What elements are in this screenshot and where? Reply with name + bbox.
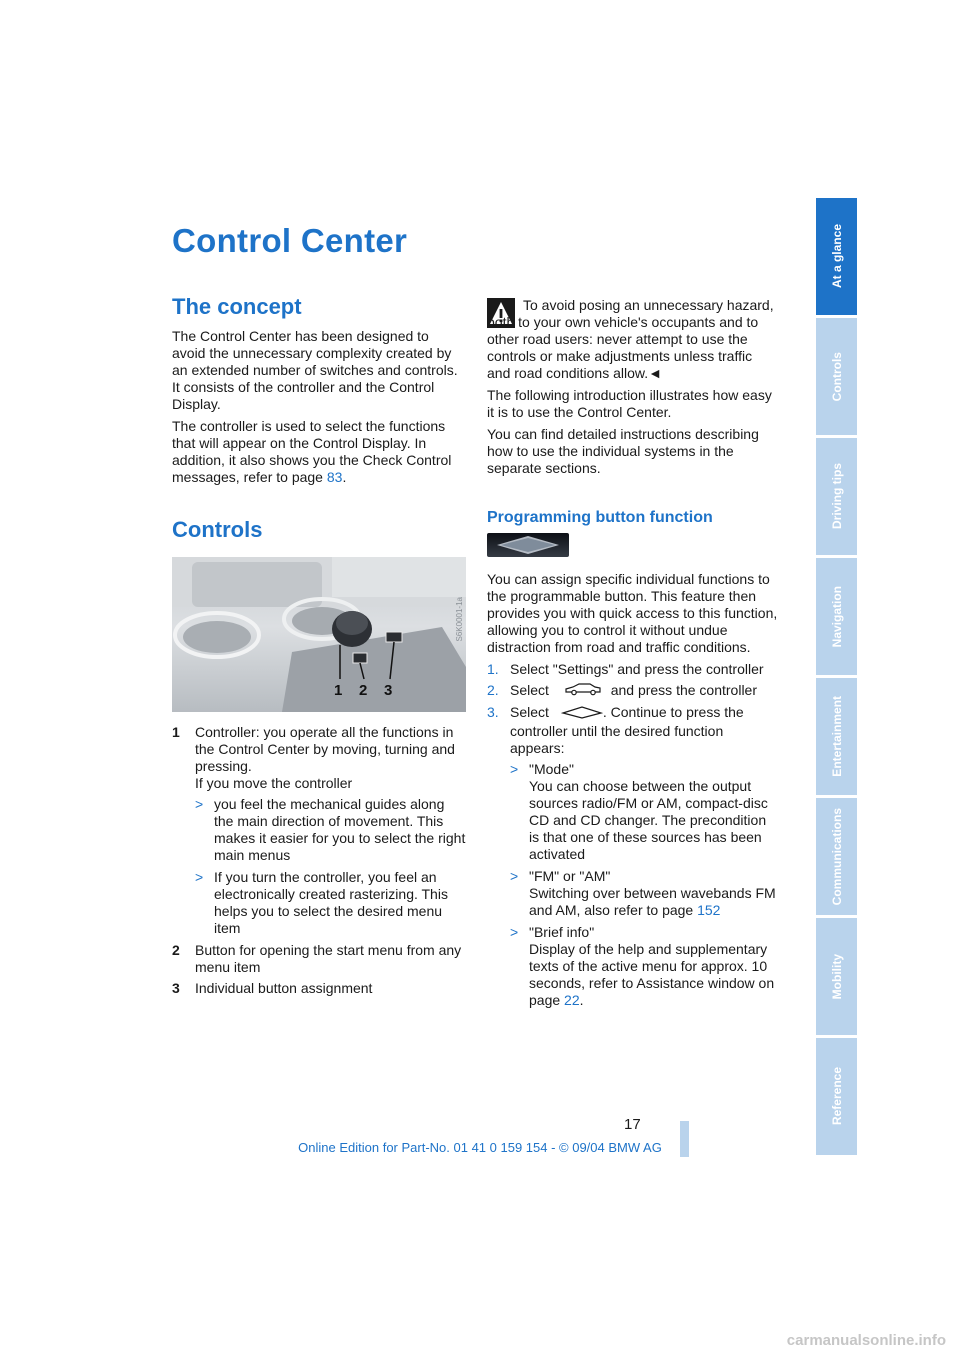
intro-paragraph-1: The following introduction illustrates how easy it is to use the Control Center. xyxy=(487,387,772,420)
tab-entertainment[interactable]: Entertainment xyxy=(816,678,857,795)
list-item: > "Mode" You can choose between the output sources radio/FM or AM, compact-disc CD and CD changer. The precondition is that one of these sources has been activated xyxy=(510,760,768,862)
right-column-intro xyxy=(487,297,779,482)
programmable-button-image xyxy=(487,533,569,557)
list-item: > If you turn the controller, you feel an electronically created rasterizing. This helps you to select the desired menu item xyxy=(195,869,448,936)
watermark: carmanualsonline.info xyxy=(786,1332,946,1349)
tab-at-a-glance[interactable]: At a glance xyxy=(816,198,857,315)
controls-heading: Controls xyxy=(172,517,263,542)
list-item: > "Brief info" Display of the help and supplementary texts of the active menu for approx. 10 seconds, refer to Assistance window on page 22. xyxy=(510,923,775,1008)
tab-mobility[interactable]: Mobility xyxy=(816,918,857,1035)
tab-communications[interactable]: Communications xyxy=(816,798,857,915)
page-ref-83[interactable]: 83 xyxy=(326,469,343,485)
center-console-illustration xyxy=(172,557,466,712)
diamond-icon xyxy=(487,533,569,557)
programming-steps xyxy=(487,661,779,1009)
list-item: 1. Select "Settings" and press the controller xyxy=(487,661,764,677)
concept-section xyxy=(172,328,464,491)
image-code: S6K0001-1a xyxy=(455,597,464,642)
list-item: > "FM" or "AM" Switching over between wavebands FM and AM, also refer to page 152 xyxy=(510,867,776,918)
car-icon xyxy=(563,682,603,700)
list-item: 2 Button for opening the start menu from any menu item xyxy=(172,942,462,975)
chapter-tabs xyxy=(816,198,857,1158)
callout-3: 3 xyxy=(384,682,393,699)
diamond-icon xyxy=(561,705,603,723)
concept-paragraph-1: The Control Center has been designed to avoid the unnecessary complexity created by an extended number of switches and controls. It consists of the controller and the Control Display. xyxy=(172,328,458,412)
programming-heading: Programming button function xyxy=(487,509,713,526)
concept-heading: The concept xyxy=(172,294,302,319)
list-item: 1 Controller: you operate all the functions in the Control Center by moving, turning and pressing. If you move the controller > you feel the mechanical guides along the main direction of movement. This makes it easier for you to select the right main menus > If you turn the controller, you feel an electronically created rasterizing. This helps you to select the desired menu item xyxy=(172,724,466,936)
tab-navigation[interactable]: Navigation xyxy=(816,558,857,675)
intro-paragraph-2: You can find detailed instructions describing how to use the individual systems in the separate sections. xyxy=(487,426,759,476)
controller-photo xyxy=(172,557,466,712)
tab-reference[interactable]: Reference xyxy=(816,1038,857,1155)
callout-2: 2 xyxy=(359,682,368,699)
controller-bullets xyxy=(195,796,466,937)
footer-edition: Online Edition for Part-No. 01 41 0 159 154 - © 09/04 BMW AG xyxy=(298,1140,662,1155)
programming-paragraph: You can assign specific individual functions to the programmable button. This feature then provides you with quick access to this function, allowing you to control it without undue distraction from road and traffic conditions. xyxy=(487,571,778,655)
page-ref-152[interactable]: 152 xyxy=(697,901,721,918)
tab-driving-tips[interactable]: Driving tips xyxy=(816,438,857,555)
list-item: 3 Individual button assignment xyxy=(172,980,373,996)
page-ref-22[interactable]: 22 xyxy=(564,991,580,1008)
page-title: Control Center xyxy=(172,222,408,259)
function-options xyxy=(510,761,779,1009)
list-item: 2. Select and press the controller xyxy=(487,682,779,700)
controls-list-section xyxy=(172,724,466,1001)
programming-section xyxy=(487,571,779,1014)
list-item: 3. Select . Continue to press the controller until the desired function appears: > "Mode" You can choose between the output sources radio/FM or AM, compact-disc CD and CD changer. The precondition is that one of these sources has been activated > "FM" or "AM" Switching over between wavebands FM and AM, also refer to page 152 > "Brief info" Display of the help and supplementary texts of the active menu for approx. 10 seconds, refer to Assistance window on page 22. xyxy=(487,704,779,1008)
concept-paragraph-2: The controller is used to select the functions that will appear on the Control Display. In addition, it also shows you the Check Control messages, refer to page 83. xyxy=(172,418,452,485)
controls-list xyxy=(172,724,466,997)
tab-controls[interactable]: Controls xyxy=(816,318,857,435)
warning-text: To avoid posing an unnecessary hazard, both to your own vehicle's occupants and to other road users: never attempt to use the controls or make adjustments unless traffic and road conditions allow.◄ xyxy=(487,297,774,381)
callout-1: 1 xyxy=(334,682,343,699)
list-item: > you feel the mechanical guides along the main direction of movement. This makes it easier for you to select the right main menus xyxy=(195,796,466,863)
page-number: 17 xyxy=(624,1116,641,1133)
